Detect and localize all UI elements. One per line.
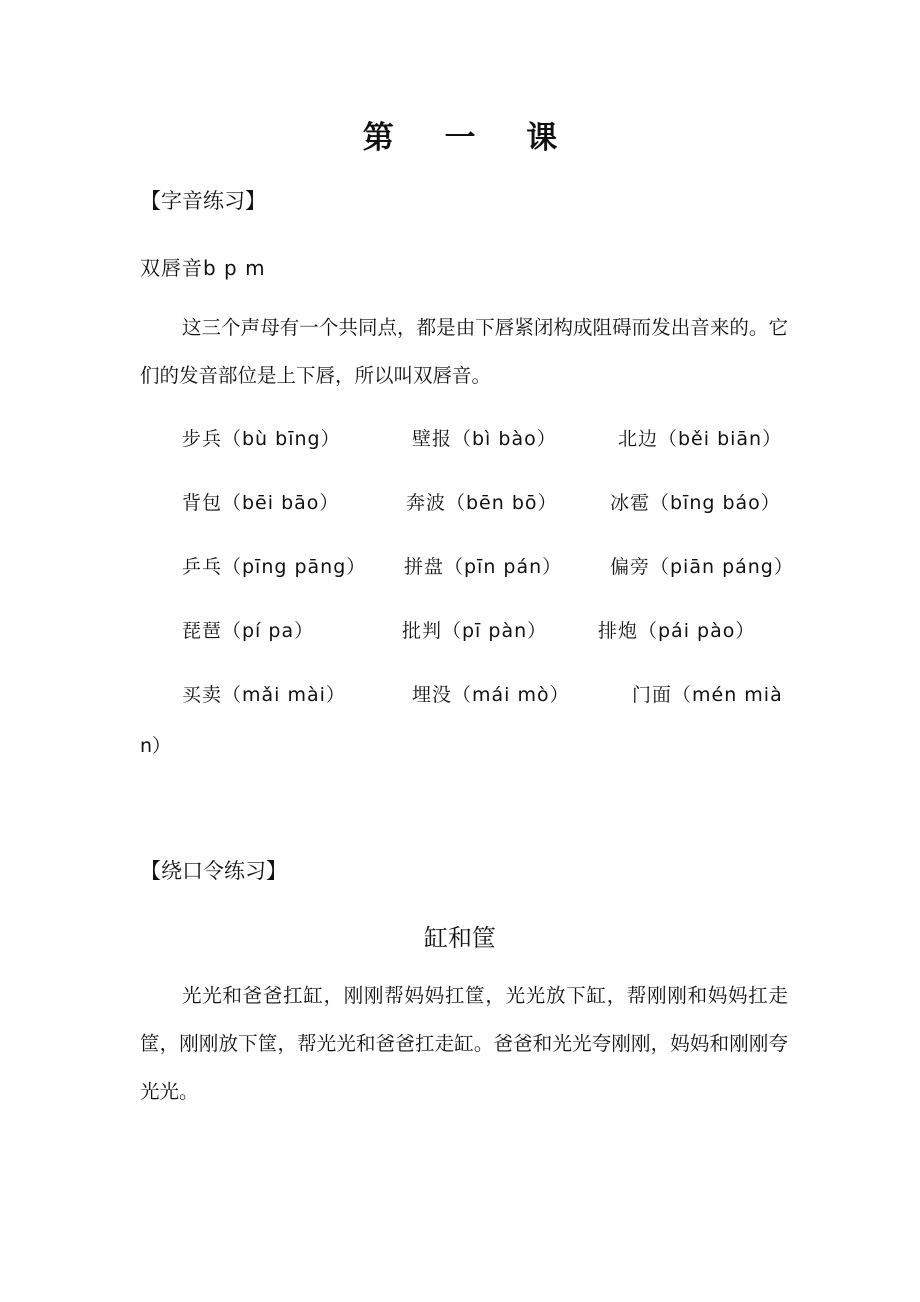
vocab-wrap-tail: n） (140, 735, 172, 757)
vocab-item: 冰雹（bīng báo） (610, 492, 781, 514)
vocab-item: 北边（běi biān） (618, 428, 783, 450)
vocab-item: 排炮（pái pào） (598, 620, 756, 642)
pronunciation-practice-heading: 【字音练习】 (140, 189, 266, 213)
vocab-item: 奔波（bēn bō） (406, 492, 558, 514)
vocab-item: 买卖（mǎi mài） (182, 684, 346, 706)
vocab-item: 乒乓（pīng pāng） (182, 556, 367, 578)
vocab-item: 门面（mén mià (632, 684, 783, 706)
tongue-twister-title: 缸和筐 (424, 924, 496, 952)
vocab-item: 步兵（bù bīng） (182, 428, 341, 450)
bilabial-description: 这三个声母有一个共同点，都是由下唇紧闭构成阻碍而发出音来的。它们的发音部位是上下唇，所以叫双唇音。 (140, 316, 788, 387)
bilabial-subheading: 双唇音b p m (140, 256, 266, 280)
vocab-item: 背包（bēi bāo） (182, 492, 340, 514)
vocab-item: 琵琶（pí pa） (182, 620, 315, 642)
tongue-twister-text: 光光和爸爸扛缸，刚刚帮妈妈扛筐，光光放下缸，帮刚刚和妈妈扛走筐，刚刚放下筐，帮光光和爸爸扛走缸。爸爸和光光夸刚刚，妈妈和刚刚夸光光。 (140, 984, 788, 1103)
vocab-item: 批判（pī pàn） (402, 620, 548, 642)
vocab-item: 偏旁（piān páng） (610, 556, 794, 578)
vocab-item: 拼盘（pīn pán） (404, 556, 563, 578)
vocab-item: 壁报（bì bào） (412, 428, 557, 450)
vocab-item: 埋没（mái mò） (412, 684, 570, 706)
tongue-twister-heading: 【绕口令练习】 (140, 859, 287, 883)
lesson-title: 第 一 课 (362, 120, 578, 156)
